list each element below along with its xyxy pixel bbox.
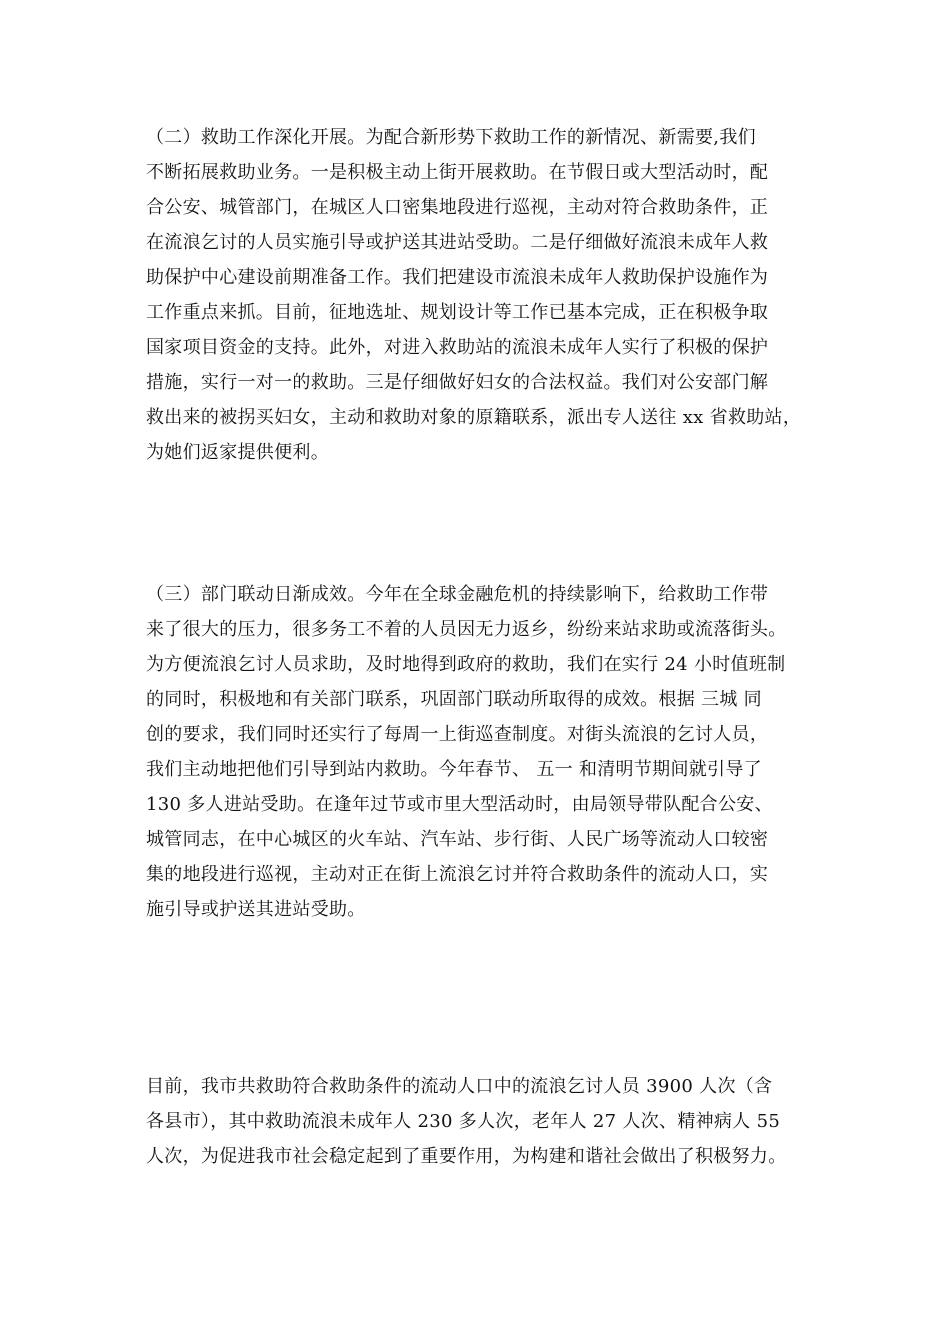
text-line: 城管同志，在中心城区的火车站、汽车站、步行街、人民广场等流动人口较密 bbox=[146, 829, 769, 850]
text-line: 工作重点来抓。目前，征地选址、规划设计等工作已基本完成，正在积极争取 bbox=[146, 302, 769, 323]
text-line: 助保护中心建设前期准备工作。我们把建设市流浪未成年人救助保护设施作为 bbox=[146, 267, 769, 288]
paragraph-department-linkage bbox=[146, 577, 826, 927]
text-line: 来了很大的压力，很多务工不着的人员因无力返乡，纷纷来站求助或流落街头。 bbox=[146, 619, 787, 640]
text-line: 集的地段进行巡视，主动对正在街上流浪乞讨并符合救助条件的流动人口，实 bbox=[146, 864, 769, 885]
text-line: 为她们返家提供便利。 bbox=[146, 442, 329, 463]
text-line: 创的要求，我们同时还实行了每周一上街巡查制度。对街头流浪的乞讨人员， bbox=[146, 724, 769, 745]
text-line: 合公安、城管部门，在城区人口密集地段进行巡视，主动对符合救助条件，正 bbox=[146, 197, 769, 218]
paragraph-summary bbox=[146, 1069, 826, 1174]
text-line: 国家项目资金的支持。此外，对进入救助站的流浪未成年人实行了积极的保护 bbox=[146, 337, 769, 358]
text-line: 130 多人进站受助。在逢年过节或市里大型活动时，由局领导带队配合公安、 bbox=[146, 794, 773, 815]
text-line: 我们主动地把他们引导到站内救助。今年春节、 五一 和清明节期间就引导了 bbox=[146, 759, 762, 780]
text-line: 的同时，积极地和有关部门联系，巩固部门联动所取得的成效。根据 三城 同 bbox=[146, 689, 762, 710]
text-line: 在流浪乞讨的人员实施引导或护送其进站受助。二是仔细做好流浪未成年人救 bbox=[146, 232, 769, 253]
text-line: 施引导或护送其进站受助。 bbox=[146, 899, 366, 920]
text-line: 不断拓展救助业务。一是积极主动上街开展救助。在节假日或大型活动时，配 bbox=[146, 162, 769, 183]
text-line: 救出来的被拐买妇女，主动和救助对象的原籍联系，派出专人送往 xx 省救助站， bbox=[146, 407, 802, 428]
text-line: 为方便流浪乞讨人员求助，及时地得到政府的救助，我们在实行 24 小时值班制 bbox=[146, 654, 786, 675]
text-line: 各县市），其中救助流浪未成年人 230 多人次，老年人 27 人次、精神病人 55 bbox=[146, 1111, 781, 1132]
paragraph-rescue-work bbox=[146, 120, 826, 470]
text-line: 人次，为促进我市社会稳定起到了重要作用，为构建和谐社会做出了积极努力。 bbox=[146, 1146, 787, 1167]
text-line: （二）救助工作深化开展。为配合新形势下救助工作的新情况、新需要,我们 bbox=[146, 127, 756, 148]
text-line: 目前，我市共救助符合救助条件的流动人口中的流浪乞讨人员 3900 人次（含 bbox=[146, 1076, 773, 1097]
text-line: （三）部门联动日渐成效。今年在全球金融危机的持续影响下，给救助工作带 bbox=[146, 584, 769, 605]
text-line: 措施，实行一对一的救助。三是仔细做好妇女的合法权益。我们对公安部门解 bbox=[146, 372, 769, 393]
